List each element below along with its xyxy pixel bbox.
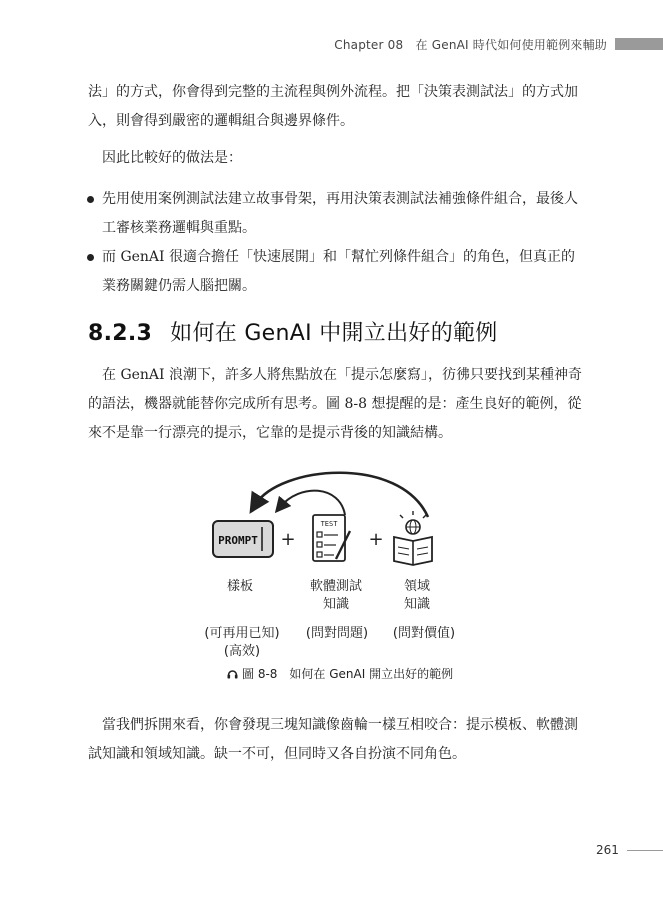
label-testing xyxy=(300,578,372,614)
running-header xyxy=(334,36,663,52)
footer-rule xyxy=(627,850,663,851)
label-domain xyxy=(392,578,442,614)
paragraph-2: 因此比較好的做法是： xyxy=(102,150,242,166)
figure-caption xyxy=(227,665,453,682)
label-domain-line1: 領域 xyxy=(403,579,430,594)
figure-illustration xyxy=(200,455,470,575)
label-testing-line1: 軟體測試 xyxy=(309,579,362,594)
list-item-text: 先用使用案例測試法建立故事骨架，再用決策表測試法補強條件組合，最後人工審核業務邏輯與重點。 xyxy=(102,191,578,236)
paragraph-3: 在 GenAI 浪潮下，許多人將焦點放在「提示怎麼寫」，彷彿只要找到某種神奇的語法，機器就能替你完成所有思考。圖 8-8 想提醒的是：產生良好的範例，從來不是靠一行漂亮的提示，它靠的是提示背後的知識結構。 xyxy=(88,367,583,441)
test-sheet-icon xyxy=(313,515,350,561)
plus-sign: + xyxy=(280,529,296,550)
list-item xyxy=(88,185,588,243)
label-domain-line2: 知識 xyxy=(403,597,430,612)
list-item xyxy=(88,243,588,301)
book-globe-icon xyxy=(394,511,432,565)
arrow-from-testing xyxy=(280,491,345,515)
arrow-from-domain xyxy=(255,473,428,517)
note-testing: (問對問題) xyxy=(305,626,369,641)
test-sheet-text: TEST xyxy=(320,520,338,528)
label-template: 樣板 xyxy=(226,579,253,594)
prompt-box-text: PROMPT xyxy=(218,534,258,547)
note-template-line2: (高效) xyxy=(223,644,261,659)
page-number: 261 xyxy=(596,843,619,857)
paragraph-1: 法」的方式，你會得到完整的主流程與例外流程。把「決策表測試法」的方式加入，則會得到嚴密的邏輯組合與邊界條件。 xyxy=(88,84,578,129)
prompt-icon xyxy=(213,521,273,557)
section-title: 如何在 GenAI 中開立出好的範例 xyxy=(170,321,498,346)
header-bar xyxy=(615,38,663,50)
note-template-line1: (可再用已知) xyxy=(204,626,280,641)
note-template xyxy=(194,625,290,661)
headphones-icon xyxy=(227,668,238,679)
section-number: 8.2.3 xyxy=(88,321,153,346)
section-heading xyxy=(88,316,498,347)
label-testing-line2: 知識 xyxy=(322,597,349,612)
bullet-dot xyxy=(87,196,94,203)
paragraph-4: 當我們拆開來看，你會發現三塊知識像齒輪一樣互相咬合：提示模板、軟體測試知識和領域知識。缺一不可，但同時又各自扮演不同角色。 xyxy=(88,717,578,762)
note-domain: (問對價值) xyxy=(392,626,456,641)
caption-text: 如何在 GenAI 開立出好的範例 xyxy=(289,667,454,681)
caption-label: 圖 8-8 xyxy=(242,667,278,681)
plus-sign: + xyxy=(368,529,384,550)
bullet-dot xyxy=(87,254,94,261)
chapter-title: Chapter 08 在 GenAI 時代如何使用範例來輔助 xyxy=(334,37,607,52)
list-item-text: 而 GenAI 很適合擔任「快速展開」和「幫忙列條件組合」的角色，但真正的業務關鍵仍需人腦把關。 xyxy=(102,249,576,294)
